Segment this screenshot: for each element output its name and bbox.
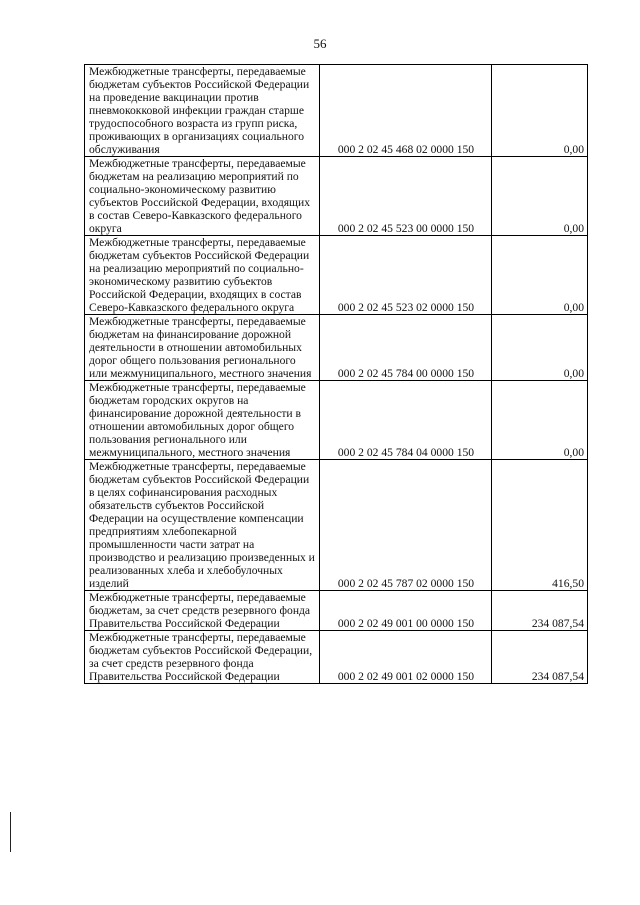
row-description: Межбюджетные трансферты, передаваемые бюджетам субъектов Российской Федерации, за счет средств резервного фонда Правительства Российской Федерации bbox=[85, 631, 320, 684]
row-description: Межбюджетные трансферты, передаваемые бюджетам на финансирование дорожной деятельности в отношении автомобильных дорог общего пользования регионального или межмуниципального, местного значения bbox=[85, 315, 320, 381]
row-code: 000 2 02 45 523 02 0000 150 bbox=[320, 236, 492, 315]
row-code: 000 2 02 45 787 02 0000 150 bbox=[320, 460, 492, 591]
row-value: 234 087,54 bbox=[492, 591, 588, 631]
row-description: Межбюджетные трансферты, передаваемые бюджетам субъектов Российской Федерации на проведение вакцинации против пневмококковой инфекции граждан старше трудоспособного возраста из групп риска, проживающих в организациях социального обслуживания bbox=[85, 65, 320, 157]
row-description: Межбюджетные трансферты, передаваемые бюджетам городских округов на финансирование дорожной деятельности в отношении автомобильных дорог общего пользования регионального или межмуниципального, местного значения bbox=[85, 381, 320, 460]
row-code: 000 2 02 45 784 04 0000 150 bbox=[320, 381, 492, 460]
row-value: 0,00 bbox=[492, 65, 588, 157]
row-description: Межбюджетные трансферты, передаваемые бюджетам субъектов Российской Федерации на реализацию мероприятий по социально-экономическому развитию субъектов Российской Федерации, входящих в состав Северо-Кавказского федерального округа bbox=[85, 236, 320, 315]
row-code: 000 2 02 49 001 00 0000 150 bbox=[320, 591, 492, 631]
page-number: 56 bbox=[313, 36, 327, 51]
row-value: 0,00 bbox=[492, 157, 588, 236]
table-row bbox=[85, 65, 588, 157]
row-value: 0,00 bbox=[492, 315, 588, 381]
row-value: 416,50 bbox=[492, 460, 588, 591]
row-code: 000 2 02 45 784 00 0000 150 bbox=[320, 315, 492, 381]
row-value: 234 087,54 bbox=[492, 631, 588, 684]
table-row bbox=[85, 381, 588, 460]
table-row bbox=[85, 157, 588, 236]
margin-line bbox=[10, 812, 11, 852]
table-row bbox=[85, 236, 588, 315]
table-row bbox=[85, 315, 588, 381]
row-code: 000 2 02 45 523 00 0000 150 bbox=[320, 157, 492, 236]
budget-table bbox=[84, 64, 588, 684]
table-row bbox=[85, 460, 588, 591]
row-value: 0,00 bbox=[492, 381, 588, 460]
row-description: Межбюджетные трансферты, передаваемые бюджетам, за счет средств резервного фонда Правительства Российской Федерации bbox=[85, 591, 320, 631]
row-description: Межбюджетные трансферты, передаваемые бюджетам субъектов Российской Федерации в целях софинансирования расходных обязательств субъектов Российской Федерации на осуществление компенсации предприятиям хлебопекарной промышленности части затрат на производство и реализацию произведенных и реализованных хлеба и хлебобулочных изделий bbox=[85, 460, 320, 591]
table-row bbox=[85, 631, 588, 684]
table-row bbox=[85, 591, 588, 631]
row-code: 000 2 02 49 001 02 0000 150 bbox=[320, 631, 492, 684]
row-value: 0,00 bbox=[492, 236, 588, 315]
row-code: 000 2 02 45 468 02 0000 150 bbox=[320, 65, 492, 157]
row-description: Межбюджетные трансферты, передаваемые бюджетам на реализацию мероприятий по социально-экономическому развитию субъектов Российской Федерации, входящих в состав Северо-Кавказского федерального округа bbox=[85, 157, 320, 236]
